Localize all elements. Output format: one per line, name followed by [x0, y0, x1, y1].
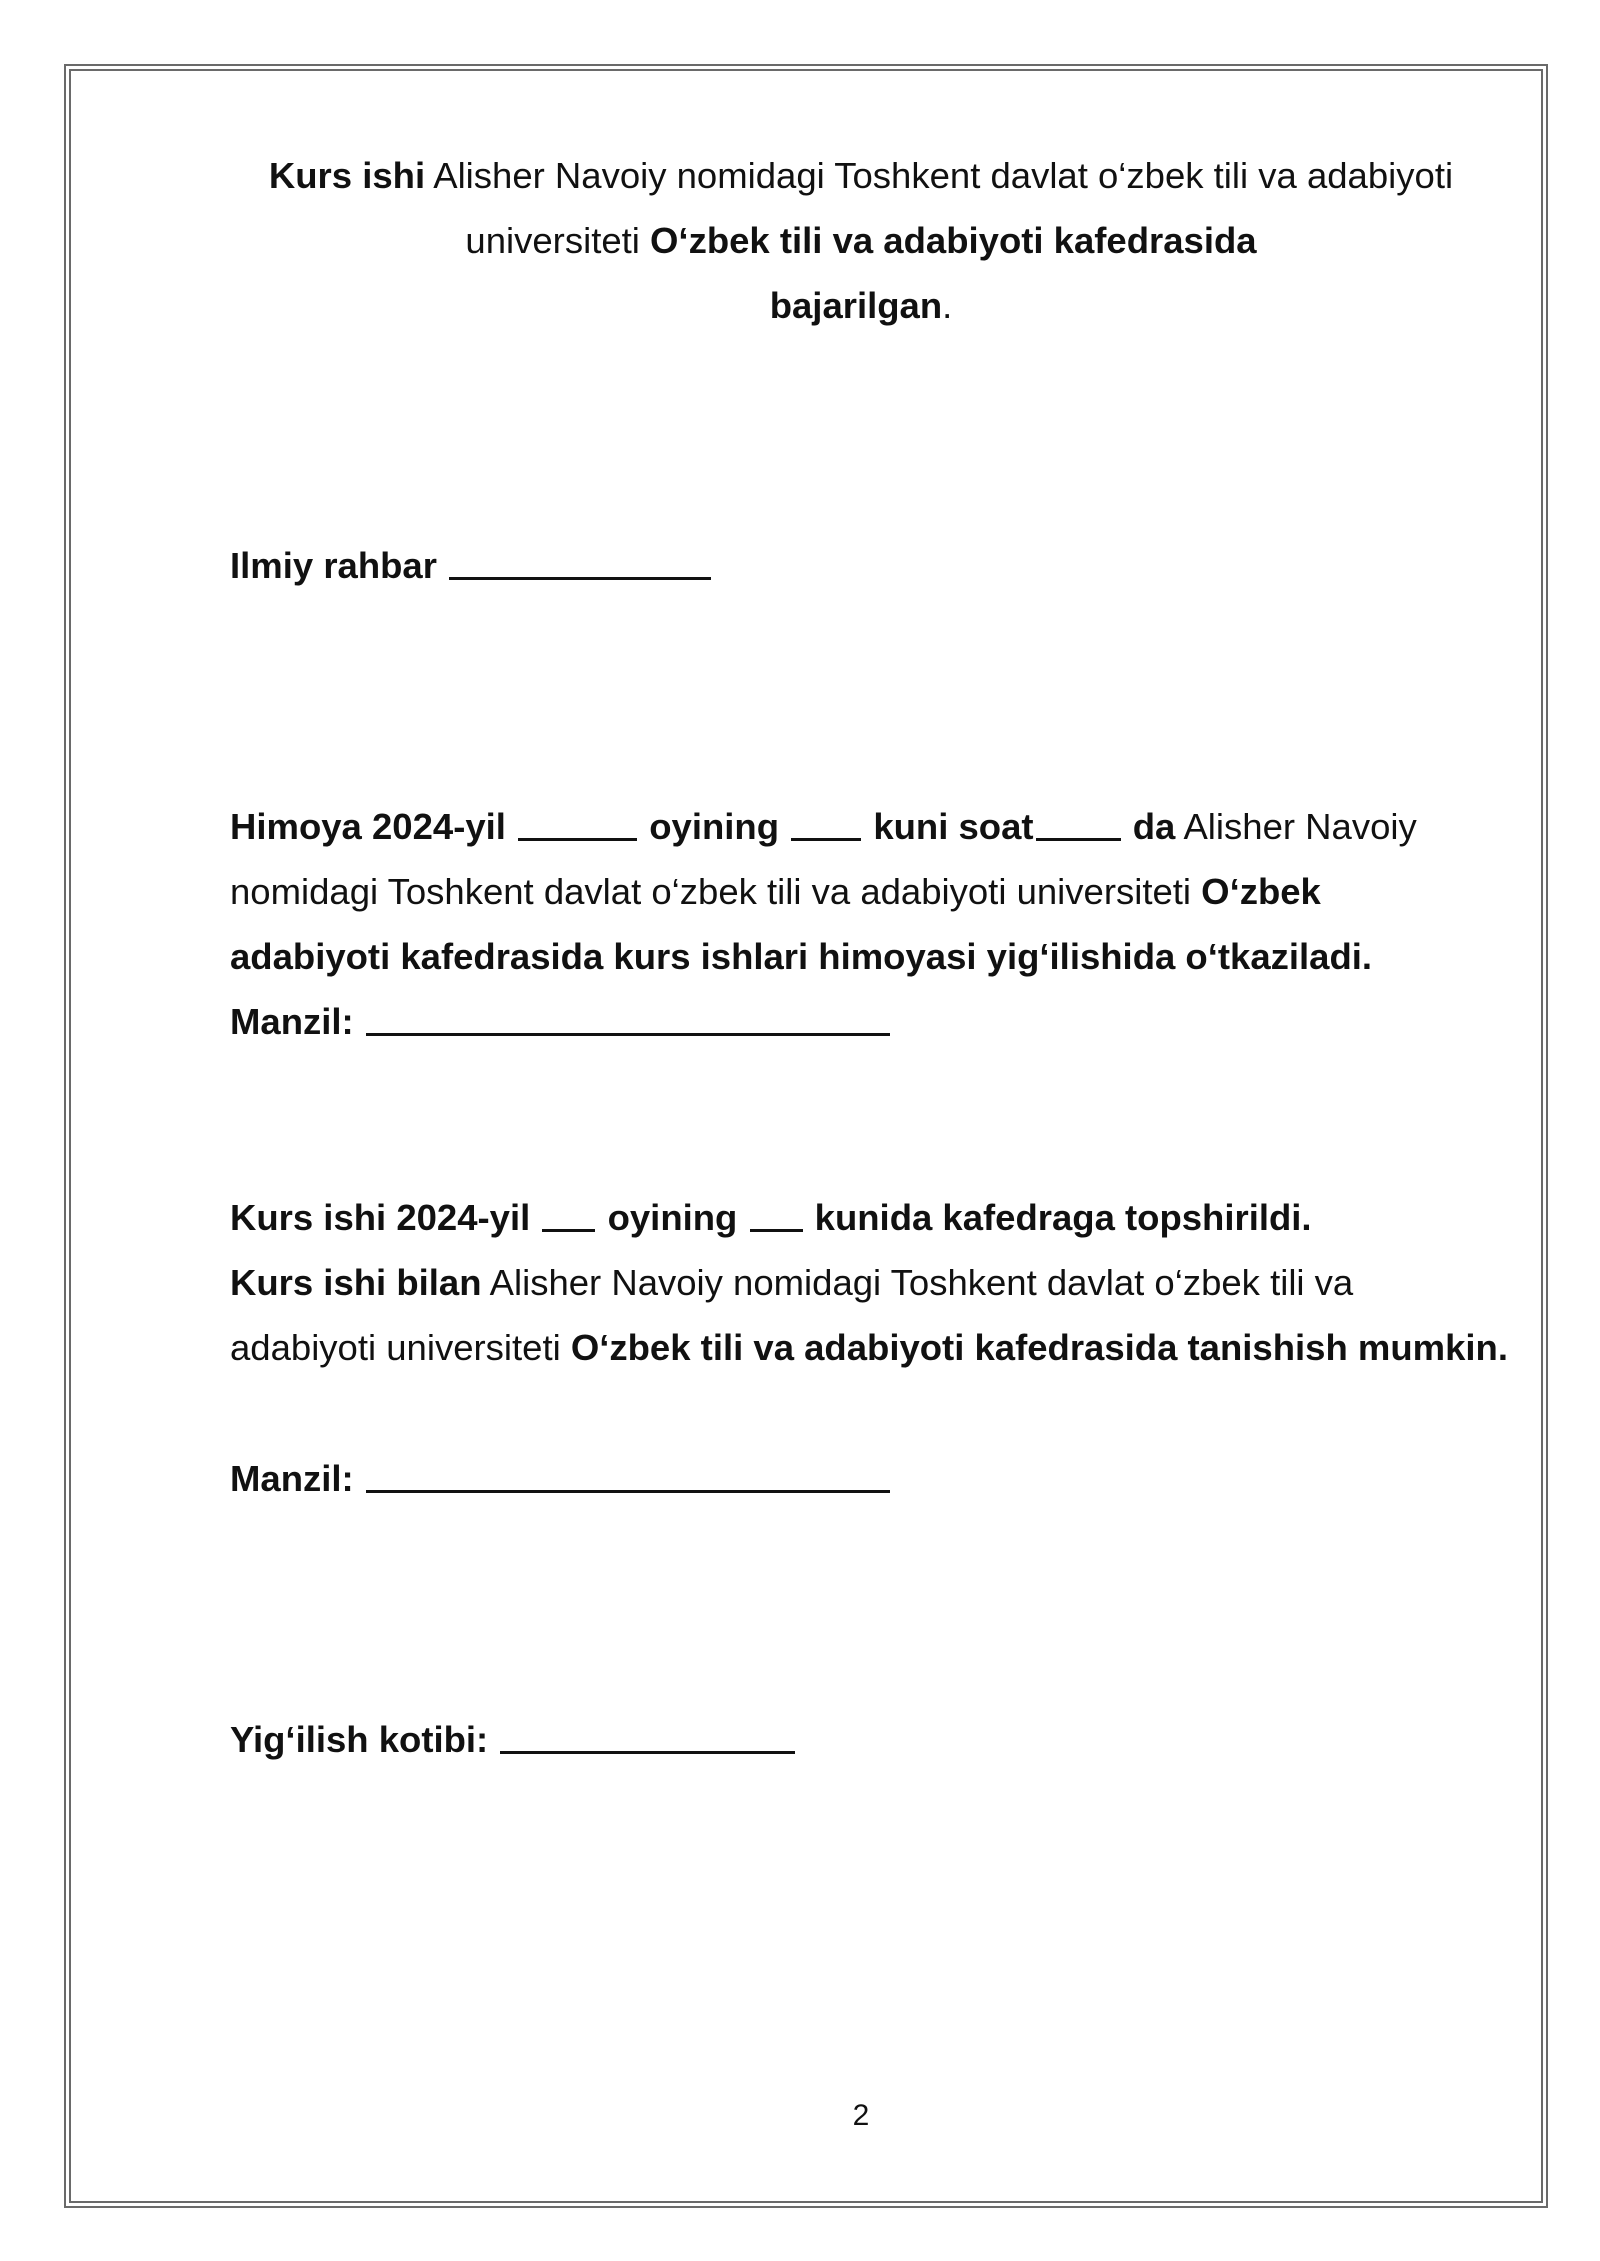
- defense-address-label: Manzil:: [230, 1001, 354, 1042]
- intro-universiteti: universiteti: [465, 220, 651, 261]
- page-border-inner: [69, 69, 1543, 2203]
- secretary-line: [230, 1707, 797, 1772]
- intro-university-text: Alisher Navoiy nomidagi Toshkent davlat o‘zbek tili va adabiyoti: [425, 155, 1454, 196]
- defense-time-suffix: da: [1132, 806, 1176, 847]
- intro-line-1: [0, 143, 1600, 208]
- submission-month-word: oyining: [607, 1197, 738, 1238]
- secretary-blank: [500, 1750, 795, 1754]
- submission-university-text: Alisher Navoiy nomidagi Toshkent davlat o‘zbek tili va: [481, 1262, 1354, 1303]
- submission-address-blank: [366, 1489, 890, 1493]
- defense-day-word: kuni soat: [873, 806, 1034, 847]
- defense-month-word: oyining: [649, 806, 780, 847]
- submission-kurs-ishi-bilan: Kurs ishi bilan: [230, 1262, 482, 1303]
- defense-year-prefix: Himoya 2024-yil: [230, 806, 506, 847]
- submission-line-3: [230, 1315, 1508, 1380]
- submission-rest: kunida kafedraga topshirildi.: [814, 1197, 1312, 1238]
- defense-meeting-text: adabiyoti kafedrasida kurs ishlari himoyasi yig‘ilishida o‘tkaziladi.: [230, 936, 1373, 977]
- intro-kurs-ishi: Kurs ishi: [268, 155, 426, 196]
- submission-address-line: [230, 1446, 892, 1511]
- defense-line-3: [230, 924, 1372, 989]
- secretary-label: Yig‘ilish kotibi:: [230, 1719, 489, 1760]
- intro-period: .: [942, 285, 953, 326]
- submission-line-2: [230, 1250, 1353, 1315]
- intro-department: O‘zbek tili va adabiyoti kafedrasida: [650, 220, 1257, 261]
- submission-year-prefix: Kurs ishi 2024-yil: [230, 1197, 531, 1238]
- submission-line-1: [230, 1185, 1312, 1250]
- submission-month-blank: [542, 1228, 595, 1232]
- submission-universiteti: adabiyoti universiteti: [230, 1327, 571, 1368]
- defense-day-blank: [791, 837, 861, 841]
- intro-bajarilgan: bajarilgan: [769, 285, 943, 326]
- intro-line-2: [0, 208, 1600, 273]
- submission-address-label: Manzil:: [230, 1458, 354, 1499]
- supervisor-label: Ilmiy rahbar: [230, 545, 437, 586]
- supervisor-line: [230, 533, 713, 598]
- defense-university-text: Alisher Navoiy: [1175, 806, 1417, 847]
- submission-department: O‘zbek tili va adabiyoti kafedrasida tanishish mumkin.: [570, 1327, 1508, 1368]
- defense-line-2: [230, 859, 1321, 924]
- defense-ozbek: O‘zbek: [1201, 871, 1321, 912]
- intro-line-3: [0, 273, 1600, 338]
- defense-line-1: [230, 794, 1417, 859]
- submission-day-blank: [750, 1228, 803, 1232]
- page-number: 2: [852, 2099, 870, 2132]
- defense-address-line: [230, 989, 892, 1054]
- defense-time-blank: [1036, 837, 1121, 841]
- defense-month-blank: [518, 837, 637, 841]
- supervisor-blank: [449, 576, 711, 580]
- defense-address-blank: [366, 1032, 890, 1036]
- defense-university-name: nomidagi Toshkent davlat o‘zbek tili va adabiyoti universiteti: [230, 871, 1202, 912]
